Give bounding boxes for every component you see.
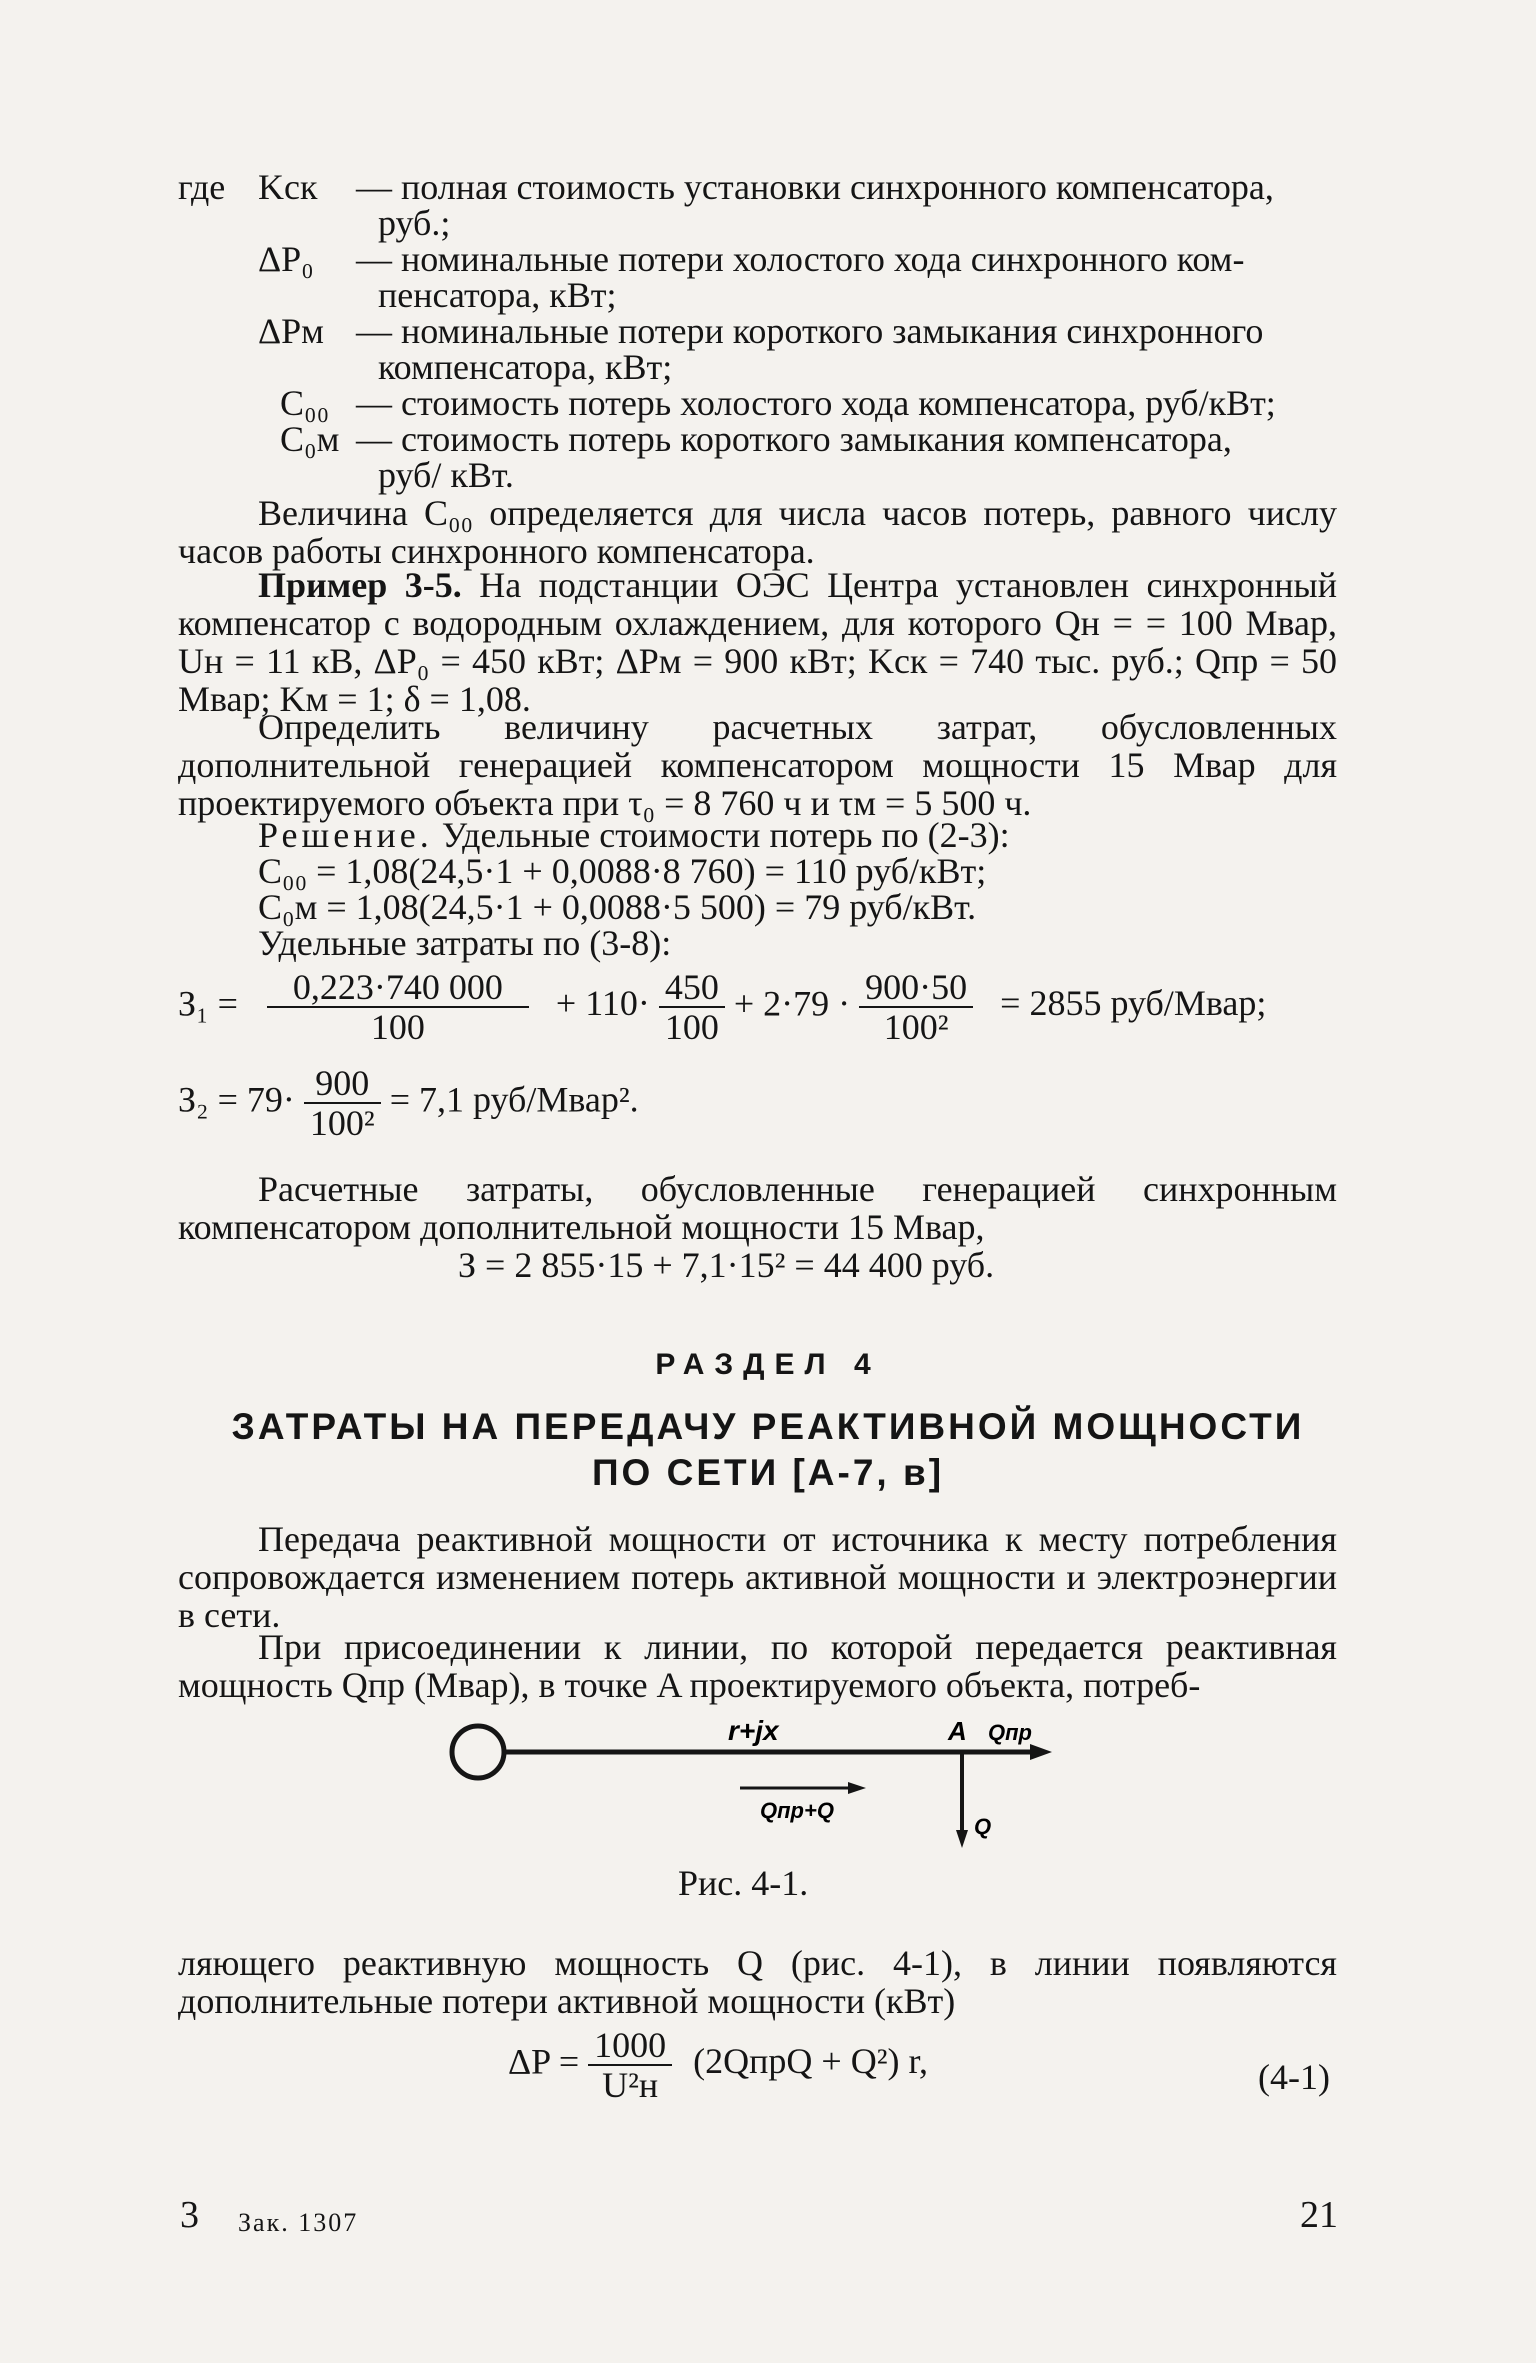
def-text: пенсатора, кВт; (378, 275, 617, 315)
example-label: Пример 3-5. (258, 565, 462, 605)
def-symbol: C₀₀ (280, 383, 330, 423)
numerator: 900·50 (865, 967, 968, 1007)
q-label: Q (974, 1814, 992, 1839)
task-paragraph: Определить величину расчетных затрат, обусловленных дополнительной генерацией компенсатором мощности 15 Мвар для проектируемого объекта при τ₀ = 8 760 ч и τм = 5 500 ч. (178, 707, 1337, 823)
impedance-label: r+jx (728, 1715, 779, 1746)
numerator: 0,223·740 000 (292, 967, 503, 1007)
eq-lhs: ΔP = (508, 2041, 580, 2082)
solution-text: Удельные стоимости потерь по (2-3): (441, 815, 1010, 855)
section-label: РАЗДЕЛ 4 (655, 1348, 881, 1381)
point-label: A (948, 1716, 967, 1746)
def-text: — стоимость потерь холостого хода компенсатора, руб/кВт; (356, 383, 1276, 423)
equation-c0m: C₀м = 1,08(24,5·1 + 0,0088·5 500) = 79 руб/кВт. (258, 887, 977, 927)
def-text: — полная стоимость установки синхронного компенсатора, (356, 167, 1274, 207)
section-title: ПО СЕТИ [А-7, в] (591, 1452, 945, 1493)
def-text: руб.; (378, 203, 451, 243)
paragraph: Величина C₀₀ определяется для числа часов потерь, равного числу часов работы синхронного компенсатора. (178, 493, 1337, 571)
signature-number: 3 (180, 2194, 199, 2236)
arrow-qpr-head (1030, 1744, 1052, 1760)
numerator: 1000 (594, 2025, 667, 2065)
figure-4-1 (430, 1710, 1070, 1860)
eq-term: + 110· (555, 983, 650, 1024)
order-number: Зак. 1307 (238, 2208, 359, 2237)
denominator: U²н (588, 2064, 672, 2104)
page-number: 21 (1300, 2194, 1338, 2236)
def-text: — номинальные потери короткого замыкания синхронного (356, 311, 1264, 351)
specific-costs-label: Удельные затраты по (3-8): (258, 923, 672, 963)
def-symbol: ΔPм (258, 311, 324, 351)
numerator: 450 (664, 967, 719, 1007)
def-symbol: ΔP₀ (258, 239, 314, 279)
equation-4-1 (508, 2026, 928, 2104)
example-text: На подстанции ОЭС Центра установлен синхронный компенсатор с водородным охлаждением, для которого Qн = = 100 Мвар, Uн = 11 кВ, ΔP₀ = 450 кВт; ΔPм = 900 кВт; Kск = 740 тыс. руб.; Qпр = 50 Мвар; Kм = 1; δ = 1,08. (178, 565, 1337, 719)
eq-result: = 2855 руб/Мвар; (1000, 983, 1267, 1024)
def-text: — номинальные потери холостого хода синхронного ком- (356, 239, 1245, 279)
equation-c00: C₀₀ = 1,08(24,5·1 + 0,0088·8 760) = 110 руб/кВт; (258, 851, 987, 891)
denominator: 100² (304, 1102, 381, 1142)
def-text: — стоимость потерь короткого замыкания компенсатора, (356, 419, 1232, 459)
solution-label: Решение. (258, 815, 433, 855)
def-text: компенсатора, кВт; (378, 347, 673, 387)
numerator: 900 (315, 1063, 370, 1103)
fraction (304, 1064, 381, 1142)
flow-arrow-head (848, 1782, 866, 1794)
paragraph: ляющего реактивную мощность Q (рис. 4-1), в линии появляются дополнительные потери активной мощности (кВт) (178, 1943, 1337, 2021)
paragraph: Передача реактивной мощности от источника к месту потребления сопровождается изменением потерь активной мощности и электроэнергии в сети. (178, 1519, 1337, 1635)
denominator: 100 (659, 1006, 725, 1046)
source-node (452, 1726, 504, 1778)
equation-z2 (178, 1064, 639, 1142)
example-paragraph (178, 566, 1337, 718)
eq-result: = 7,1 руб/Мвар². (389, 1079, 639, 1120)
denominator: 100 (267, 1006, 529, 1046)
def-symbol: C₀м (280, 419, 340, 459)
qpr-label: Qпр (988, 1720, 1032, 1745)
fraction (588, 2026, 672, 2104)
eq-lhs: З₁ = (178, 983, 238, 1024)
figure-caption: Рис. 4-1. (678, 1863, 809, 1903)
flow-label: Qпр+Q (760, 1798, 834, 1823)
where-word: где (178, 167, 226, 207)
eq-rhs: (2QпрQ + Q²) r, (693, 2041, 929, 2082)
solution-line (258, 816, 1010, 854)
denominator: 100² (859, 1006, 973, 1046)
paragraph: При присоединении к линии, по которой передается реактивная мощность Qпр (Мвар), в точке A проектируемого объекта, потреб- (178, 1627, 1337, 1705)
def-symbol: Kск (258, 167, 318, 207)
load-arrow-head (956, 1830, 968, 1848)
equation-z1 (178, 968, 1266, 1046)
def-text: руб/ кВт. (378, 455, 514, 495)
fraction (659, 968, 725, 1046)
equation-number: (4-1) (1258, 2057, 1330, 2097)
fraction (859, 968, 973, 1046)
eq-lhs: З₂ = 79· (178, 1079, 295, 1120)
equation-total: З = 2 855·15 + 7,1·15² = 44 400 руб. (458, 1245, 995, 1285)
section-title: ЗАТРАТЫ НА ПЕРЕДАЧУ РЕАКТИВНОЙ МОЩНОСТИ (231, 1406, 1305, 1447)
fraction (267, 968, 529, 1046)
eq-term: + 2·79 · (733, 983, 851, 1024)
paragraph: Расчетные затраты, обусловленные генерацией синхронным компенсатором дополнительной мощности 15 Мвар, (178, 1169, 1337, 1247)
